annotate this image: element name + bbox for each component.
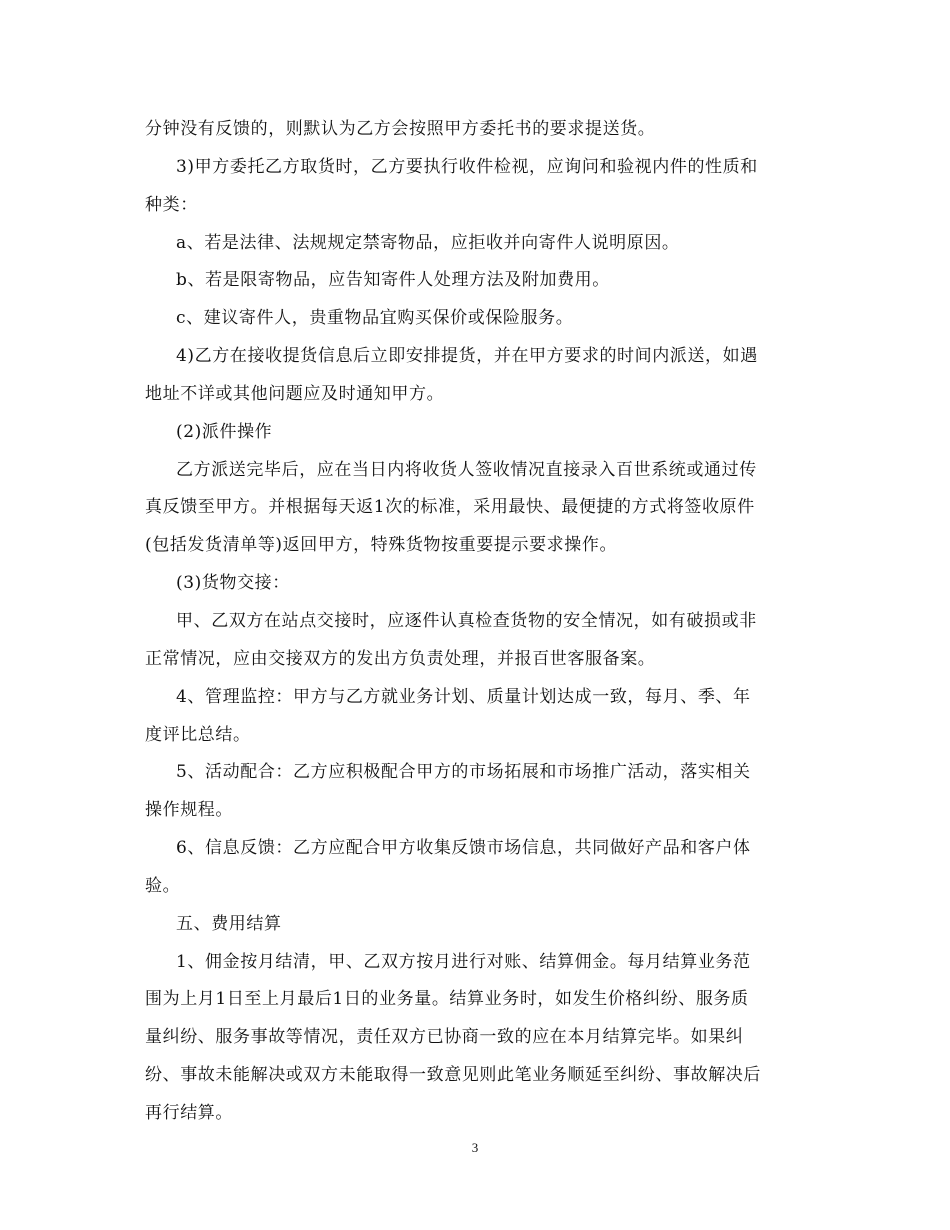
paragraph-line: 再行结算。 xyxy=(145,1103,233,1123)
paragraph-line: 真反馈至甲方。并根据每天返1次的标准，采用最快、最便捷的方式将签收原件 xyxy=(145,497,755,517)
section-heading: (3)货物交接： xyxy=(176,573,290,593)
section-heading: (2)派件操作 xyxy=(176,422,273,442)
paragraph-line: 验。 xyxy=(145,876,181,896)
paragraph-line: 分钟没有反馈的，则默认为乙方会按照甲方委托书的要求提送货。 xyxy=(145,119,656,139)
paragraph-line: 量纠纷、服务事故等情况，责任双方已协商一致的应在本月结算完毕。如果纠 xyxy=(145,1027,744,1047)
paragraph-line: 4)乙方在接收提货信息后立即安排提货，并在甲方要求的时间内派送，如遇 xyxy=(176,346,758,366)
paragraph-line: 操作规程。 xyxy=(145,800,233,820)
paragraph-line: 4、管理监控：甲方与乙方就业务计划、质量计划达成一致，每月、季、年 xyxy=(176,687,751,707)
paragraph-line: 乙方派送完毕后，应在当日内将收货人签收情况直接录入百世系统或通过传 xyxy=(176,460,757,480)
list-item: a、若是法律、法规规定禁寄物品，应拒收并向寄件人说明原因。 xyxy=(176,233,680,253)
paragraph-line: 纷、事故未能解决或双方未能取得一致意见则此笔业务顺延至纠纷、事故解决后 xyxy=(145,1065,761,1085)
paragraph-line: 6、信息反馈：乙方应配合甲方收集反馈市场信息，共同做好产品和客户体 xyxy=(176,838,751,858)
paragraph-line: 围为上月1日至上月最后1日的业务量。结算业务时，如发生价格纠纷、服务质 xyxy=(145,989,749,1009)
paragraph-line: 5、活动配合：乙方应积极配合甲方的市场拓展和市场推广活动，落实相关 xyxy=(176,762,751,782)
list-item: b、若是限寄物品，应告知寄件人处理方法及附加费用。 xyxy=(176,270,610,290)
paragraph-line: (包括发货清单等)返回甲方，特殊货物按重要提示要求操作。 xyxy=(145,535,618,555)
section-heading: 五、费用结算 xyxy=(176,914,282,934)
page-number: 3 xyxy=(471,1140,479,1155)
paragraph-line: 甲、乙双方在站点交接时，应逐件认真检查货物的安全情况，如有破损或非 xyxy=(176,611,757,631)
paragraph-line: 正常情况，应由交接双方的发出方负责处理，并报百世客服备案。 xyxy=(145,649,656,669)
paragraph-line: 度评比总结。 xyxy=(145,725,251,745)
paragraph-line: 种类： xyxy=(145,195,198,215)
paragraph-line: 地址不详或其他问题应及时通知甲方。 xyxy=(145,384,445,404)
paragraph-line: 3)甲方委托乙方取货时，乙方要执行收件检视，应询问和验视内件的性质和 xyxy=(176,157,758,177)
list-item: c、建议寄件人，贵重物品宜购买保价或保险服务。 xyxy=(176,308,574,328)
paragraph-line: 1、佣金按月结清，甲、乙双方按月进行对账、结算佣金。每月结算业务范 xyxy=(176,952,751,972)
